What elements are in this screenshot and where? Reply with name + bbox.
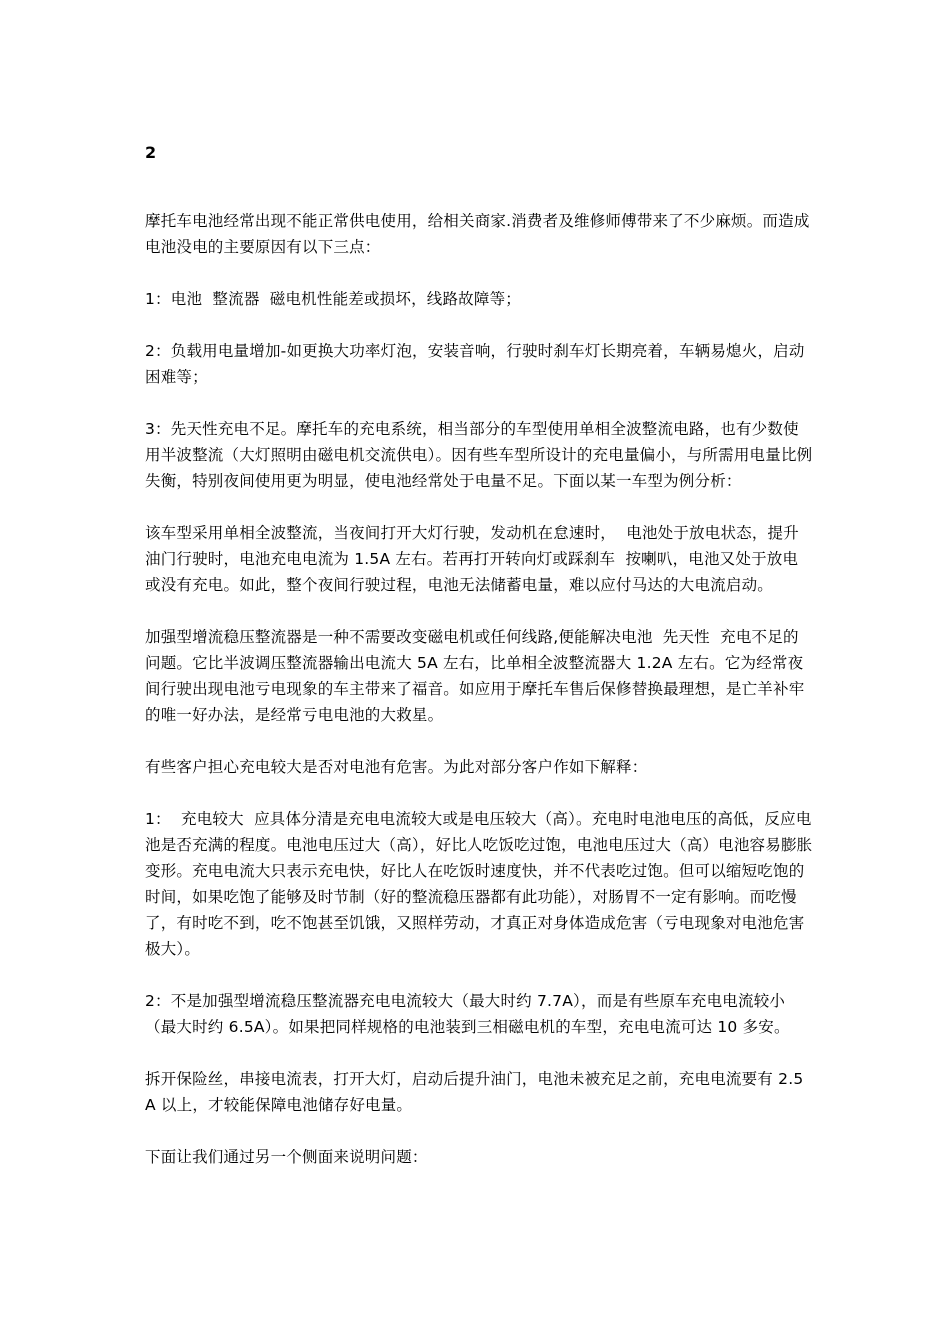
paragraph-intro: 摩托车电池经常出现不能正常供电使用，给相关商家.消费者及维修师傅带来了不少麻烦。而造成电池没电的主要原因有以下三点： <box>145 212 810 256</box>
document-body <box>145 208 813 1196</box>
page-number: 2 <box>145 143 157 162</box>
paragraph-example: 该车型采用单相全波整流，当夜间打开大灯行驶，发动机在怠速时， 电池处于放电状态，提升油门行驶时，电池充电电流为 1.5A 左右。若再打开转向灯或踩刹车 按喇叭，电池又处于放电或没有充电。如此，整个夜间行驶过程，电池无法储蓄电量，难以应付马达的大电流启动。 <box>145 524 799 594</box>
paragraph-reason-3: 3：先天性充电不足。摩托车的充电系统，相当部分的车型使用单相全波整流电路，也有少数使用半波整流（大灯照明由磁电机交流供电）。因有些车型所设计的充电量偏小，与所需用电量比例失衡，特别夜间使用更为明显，使电池经常处于电量不足。下面以某一车型为例分析： <box>145 420 813 490</box>
paragraph-explanation-2: 2：不是加强型增流稳压整流器充电电流较大（最大时约 7.7A），而是有些原车充电电流较小（最大时约 6.5A）。如果把同样规格的电池装到三相磁电机的车型，充电电流可达 10 多安。 <box>145 992 790 1036</box>
paragraph-regulator: 加强型增流稳压整流器是一种不需要改变磁电机或任何线路,便能解决电池 先天性 充电不足的问题。它比半波调压整流器输出电流大 5A 左右，比单相全波整流器大 1.2A 左右。它为经常夜间行驶出现电池亏电现象的车主带来了福音。如应用于摩托车售后保修替换最理想，是亡羊补牢的唯一好办法，是经常亏电电池的大救星。 <box>145 628 805 724</box>
paragraph-explanation-1: 1： 充电较大 应具体分清是充电电流较大或是电压较大（高）。充电时电池电压的高低，反应电池是否充满的程度。电池电压过大（高），好比人吃饭吃过饱，电池电压过大（高）电池容易膨胀变形。充电电流大只表示充电快，好比人在吃饭时速度快，并不代表吃过饱。但可以缩短吃饱的时间，如果吃饱了能够及时节制（好的整流稳压器都有此功能），对肠胃不一定有影响。而吃慢了，有时吃不到，吃不饱甚至饥饿，又照样劳动，才真正对身体造成危害（亏电现象对电池危害极大）。 <box>145 810 813 958</box>
paragraph-reason-1: 1：电池 整流器 磁电机性能差或损坏，线路故障等； <box>145 290 521 308</box>
paragraph-test-method: 拆开保险丝，串接电流表，打开大灯，启动后提升油门，电池未被充足之前，充电电流要有 2.5A 以上，才较能保障电池储存好电量。 <box>145 1070 804 1114</box>
paragraph-reason-2: 2：负载用电量增加-如更换大功率灯泡，安装音响，行驶时刹车灯长期亮着，车辆易熄火，启动困难等； <box>145 342 805 386</box>
paragraph-concern: 有些客户担心充电较大是否对电池有危害。为此对部分客户作如下解释： <box>145 758 648 776</box>
paragraph-closing: 下面让我们通过另一个侧面来说明问题： <box>145 1148 428 1166</box>
